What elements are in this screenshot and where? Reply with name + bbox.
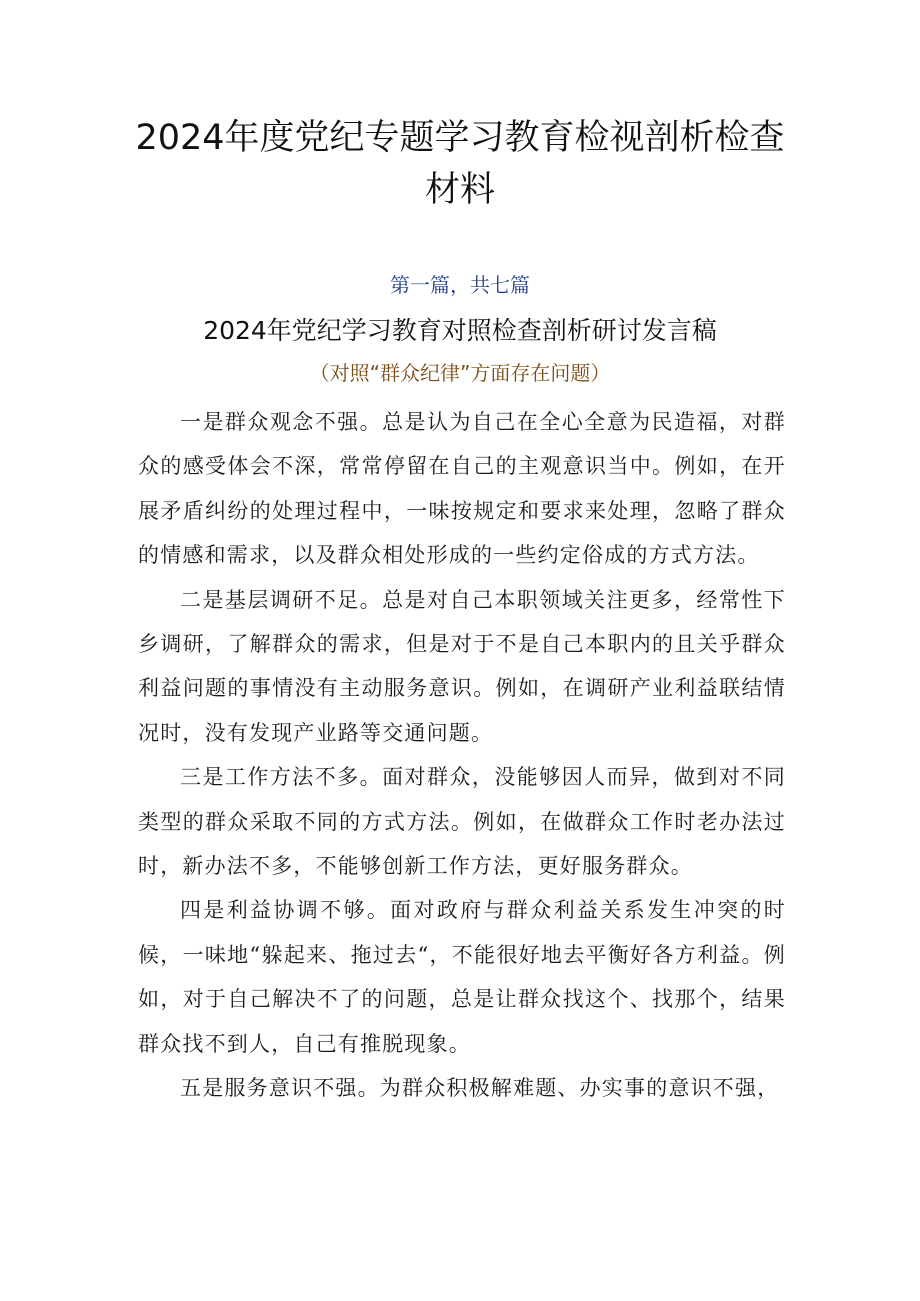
paragraph: 五是服务意识不强。为群众积极解难题、办实事的意识不强，: [180, 1076, 780, 1101]
section-note: （对照“群众纪律”方面存在问题）: [309, 361, 611, 385]
paragraph: 一是群众观念不强。总是认为自己在全心全意为民造福，对群众的感受体会不深，常常停留在自己的主观意识当中。例如，在开展矛盾纠纷的处理过程中，一味按规定和要求来处理，忽略了群众的情感和需求，以及群众相处形成的一些约定俗成的方式方法。: [138, 410, 786, 568]
body-text: [138, 400, 786, 1111]
paragraph: 二是基层调研不足。总是对自己本职领域关注更多，经常性下乡调研，了解群众的需求，但是对于不是自己本职内的且关乎群众利益问题的事情没有主动服务意识。例如，在调研产业利益联结情况时，没有发现产业路等交通问题。: [138, 587, 786, 745]
paragraph: 四是利益协调不够。面对政府与群众利益关系发生冲突的时候，一味地“躲起来、拖过去“，不能很好地去平衡好各方利益。例如，对于自己解决不了的问题，总是让群众找这个、找那个，结果群众找不到人，自己有推脱现象。: [138, 898, 786, 1056]
section-title: 2024年党纪学习教育对照检查剖析研讨发言稿: [203, 316, 717, 345]
paragraph: 三是工作方法不多。面对群众，没能够因人而异，做到对不同类型的群众采取不同的方式方法。例如，在做群众工作时老办法过时，新办法不多，不能够创新工作方法，更好服务群众。: [138, 765, 786, 879]
document-title: 2024年度党纪专题学习教育检视剖析检查材料: [135, 118, 785, 210]
part-label: 第一篇，共七篇: [390, 273, 530, 297]
